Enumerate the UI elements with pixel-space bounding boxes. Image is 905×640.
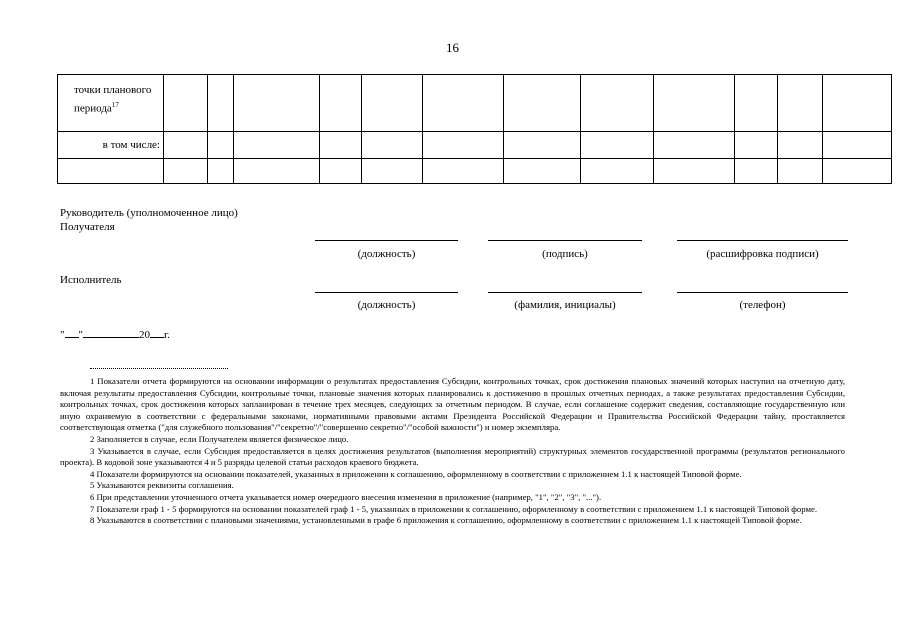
head-name-line — [677, 240, 848, 241]
footnote-5: 5 Указываются реквизиты соглашения. — [90, 480, 234, 491]
table-cell — [735, 132, 778, 159]
footnote-6: 6 При представлении уточненного отчета указывается номер очередного внесения изменения в приложение (например, "1", "2", "3", "..."). — [90, 491, 602, 502]
table-cell — [778, 75, 823, 132]
table-cell — [362, 75, 423, 132]
row-label-including: в том числе: — [58, 132, 164, 159]
table-cell — [234, 132, 320, 159]
table-cell — [823, 132, 892, 159]
table-cell — [320, 75, 362, 132]
row-label-planned-period-text: точки планового периода — [74, 84, 152, 115]
footnotes — [60, 376, 845, 527]
head-label — [60, 206, 238, 234]
date-month-blank — [83, 326, 139, 338]
date-line — [60, 326, 170, 341]
table-cell — [164, 132, 208, 159]
table-cell — [581, 159, 654, 184]
footnote-separator — [90, 368, 228, 369]
table-cell — [504, 75, 581, 132]
date-day-blank — [65, 326, 79, 338]
table-cell — [164, 75, 208, 132]
head-caption-signature: (подпись) — [542, 248, 588, 260]
date-close-quote: " — [78, 329, 83, 341]
table-cell — [654, 75, 735, 132]
head-caption-position: (должность) — [357, 248, 416, 260]
table-cell — [208, 132, 234, 159]
footnote-1: 1 Показатели отчета формируются на основании информации о результатах предоставления Субсидии, контрольных точках, срок достижения плановых значений которых наступил на отчетную дату, включая результаты предоставления Субсидии, контрольные точки, плановые значения которых планировались к достижению в прошлых отчетных периодах, а также результатах предоставления Субсидии, контрольных точках, срок достижения которых запланирован в течение трех месяцев, следующих за отчетным периодом. В случае, если соглашение содержит сведения, составляющие государственную или иную охраняемую в соответствии с федеральными законами, нормативными правовыми актами Президента Российской Федерации и Правительства Российской Федерации тайну, проставляется соответствующая отметка ("для служебного пользования"/"секретно"/"совершенно секретно"/"особой важности") и номер экземпляра. — [60, 376, 845, 433]
table-cell — [823, 75, 892, 132]
executor-name-line — [488, 292, 642, 293]
executor-label: Исполнитель — [60, 274, 122, 286]
date-year-suffix: г. — [164, 329, 171, 341]
table-cell — [423, 132, 504, 159]
table-cell — [320, 132, 362, 159]
table-cell — [735, 75, 778, 132]
table-cell — [823, 159, 892, 184]
table-row — [58, 75, 892, 132]
page-number: 16 — [446, 40, 459, 55]
executor-caption-position: (должность) — [357, 299, 416, 311]
head-position-line — [315, 240, 458, 241]
footnote-8: 8 Указываются в соответствии с плановыми значениями, установленными в графе 6 приложения к соглашению, оформленному в соответствии с приложением 1.1 к настоящей Типовой форме. — [90, 515, 802, 526]
table-cell — [208, 159, 234, 184]
table-cell — [164, 159, 208, 184]
table-cell — [581, 132, 654, 159]
footnote-4: 4 Показатели формируются на основании показателей, указанных в приложении к соглашению, оформленному в соответствии с приложением 1.1 к настоящей Типовой форме. — [90, 468, 742, 479]
executor-caption-phone: (телефон) — [739, 299, 786, 311]
table-row — [58, 132, 892, 159]
table-cell — [320, 159, 362, 184]
footnote-ref: 17 — [111, 101, 119, 109]
table-cell — [504, 159, 581, 184]
executor-caption-name: (фамилия, инициалы) — [514, 299, 616, 311]
date-year-prefix: 20 — [139, 329, 150, 341]
table-cell — [778, 132, 823, 159]
footnote-3: 3 Указывается в случае, если Субсидия предоставляется в целях достижения результатов (выполнения мероприятий) структурных элементов государственной программы (результатов регионального проекта). В кодовой зоне указываются 4 и 5 разряды целевой статьи расходов краевого бюджета. — [60, 445, 845, 468]
table-cell — [208, 75, 234, 132]
date-open-quote: " — [60, 329, 65, 341]
table-cell — [581, 75, 654, 132]
head-caption-name: (расшифровка подписи) — [706, 248, 819, 260]
table-cell — [654, 132, 735, 159]
footnote-2: 2 Заполняется в случае, если Получателем является физическое лицо. — [90, 433, 349, 444]
report-table — [57, 74, 892, 184]
table-cell — [654, 159, 735, 184]
table-cell — [58, 159, 164, 184]
table-cell — [234, 159, 320, 184]
table-cell — [423, 75, 504, 132]
table-cell — [362, 132, 423, 159]
table-cell — [423, 159, 504, 184]
table-cell — [735, 159, 778, 184]
table-cell — [362, 159, 423, 184]
table-cell — [504, 132, 581, 159]
table-cell — [234, 75, 320, 132]
table-row — [58, 159, 892, 184]
head-label-line2: Получателя — [60, 221, 115, 233]
executor-phone-line — [677, 292, 848, 293]
table-cell — [778, 159, 823, 184]
head-signature-line — [488, 240, 642, 241]
executor-position-line — [315, 292, 458, 293]
head-label-line1: Руководитель (уполномоченное лицо) — [60, 207, 238, 219]
date-year-blank — [150, 326, 164, 338]
row-label-planned-period — [58, 75, 164, 132]
footnote-7: 7 Показатели граф 1 - 5 формируются на основании показателей граф 1 - 5, указанных в приложении к соглашению, оформленному в соответствии с приложением 1.1 к настоящей Типовой форме. — [90, 503, 818, 514]
